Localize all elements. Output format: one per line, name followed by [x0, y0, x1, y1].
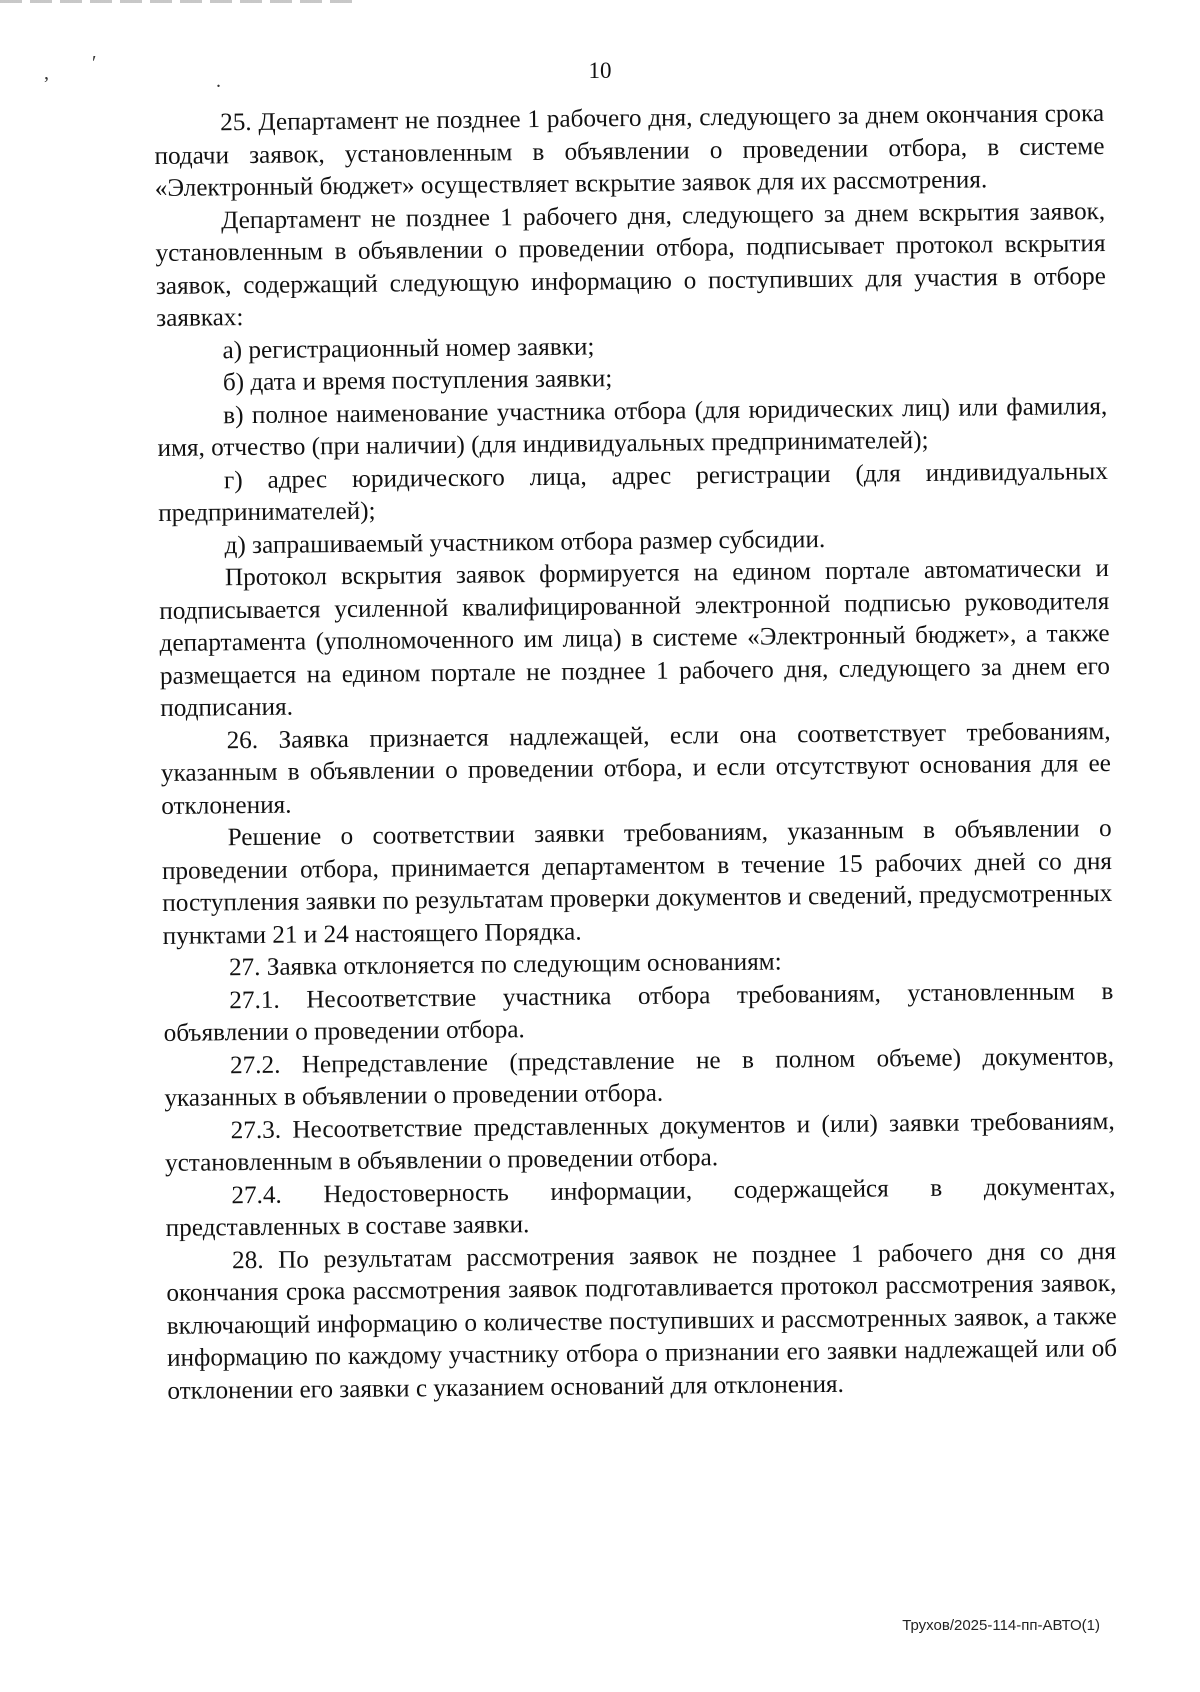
paragraph-protocol-signing: Департамент не позднее 1 рабочего дня, следующего за днем вскрытия заявок, установленным в объявлении о проведении отбора, подписывает протокол вскрытия заявок, содержащий следующую информацию о поступивших для участия в отборе заявках:	[155, 197, 1106, 332]
paragraph-27-2: 27.2. Непредставление (представление не в полном объеме) документов, указанных в объявлении о проведении отбора.	[164, 1042, 1115, 1112]
document-footer-id: Трухов/2025-114-пп-АВТО(1)	[902, 1617, 1100, 1634]
paragraph-26: 26. Заявка признается надлежащей, если она соответствует требованиям, указанным в объявлении о проведении отбора, и если отсутствуют основания для ее отклонения.	[160, 717, 1112, 820]
paragraph-27: 27. Заявка отклоняется по следующим основаниям:	[228, 948, 782, 982]
scan-mark: ′	[92, 52, 97, 74]
paragraph-27-4: 27.4. Недостоверность информации, содержащейся в документах, представленных в составе заявки.	[165, 1172, 1116, 1242]
scan-edge-artifact	[0, 0, 360, 3]
scan-mark: .	[216, 70, 221, 92]
paragraph-27-1: 27.1. Несоответствие участника отбора требованиям, установленным в объявлении о проведении отбора.	[163, 977, 1114, 1047]
document-body	[154, 98, 1118, 1408]
paragraph-25: 25. Департамент не позднее 1 рабочего дня, следующего за днем окончания срока подачи заявок, установленным в объявлении о проведении отбора, в системе «Электронный бюджет» осуществляет вскрытие заявок для их рассмотрения.	[154, 100, 1105, 202]
list-item-d: д) запрашиваемый участником отбора размер субсидии.	[224, 525, 826, 559]
list-item-b: б) дата и время поступления заявки;	[222, 365, 613, 397]
paragraph-28: 28. По результатам рассмотрения заявок не позднее 1 рабочего дня со дня окончания срока рассмотрения заявок подготавливается протокол рассмотрения заявок, включающий информацию о количестве поступивших и рассмотренных заявок, а также информацию по каждому участнику отбора о признании его заявки надлежащей или об отклонении его заявки с указанием оснований для отклонения.	[166, 1237, 1118, 1405]
list-item-g: г) адрес юридического лица, адрес регистрации (для индивидуальных предпринимателей);	[158, 457, 1108, 527]
paragraph-27-3: 27.3. Несоответствие представленных документов и (или) заявки требованиям, установленным в объявлении о проведении отбора.	[164, 1107, 1115, 1177]
list-item-a: а) регистрационный номер заявки;	[222, 332, 595, 364]
list-item-v: в) полное наименование участника отбора (для юридических лиц) или фамилия, имя, отчество (при наличии) (для индивидуальных предпринимателей);	[157, 392, 1108, 462]
paragraph-protocol-formation: Протокол вскрытия заявок формируется на едином портале автоматически и подписывается усиленной квалифицированной электронной подписью руководителя департамента (уполномоченного им лица) в системе «Электронный бюджет», а также размещается на едином портале не позднее 1 рабочего дня, следующего за днем его подписания.	[159, 555, 1111, 722]
paragraph-decision: Решение о соответствии заявки требованиям, указанным в объявлении о проведении отбора, принимается департаментом в течение 15 рабочих дней со дня поступления заявки по результатам проверки документов и сведений, предусмотренных пунктами 21 и 24 настоящего Порядка.	[161, 815, 1113, 950]
page-number: 10	[588, 58, 612, 83]
scan-mark: ,	[44, 62, 49, 84]
